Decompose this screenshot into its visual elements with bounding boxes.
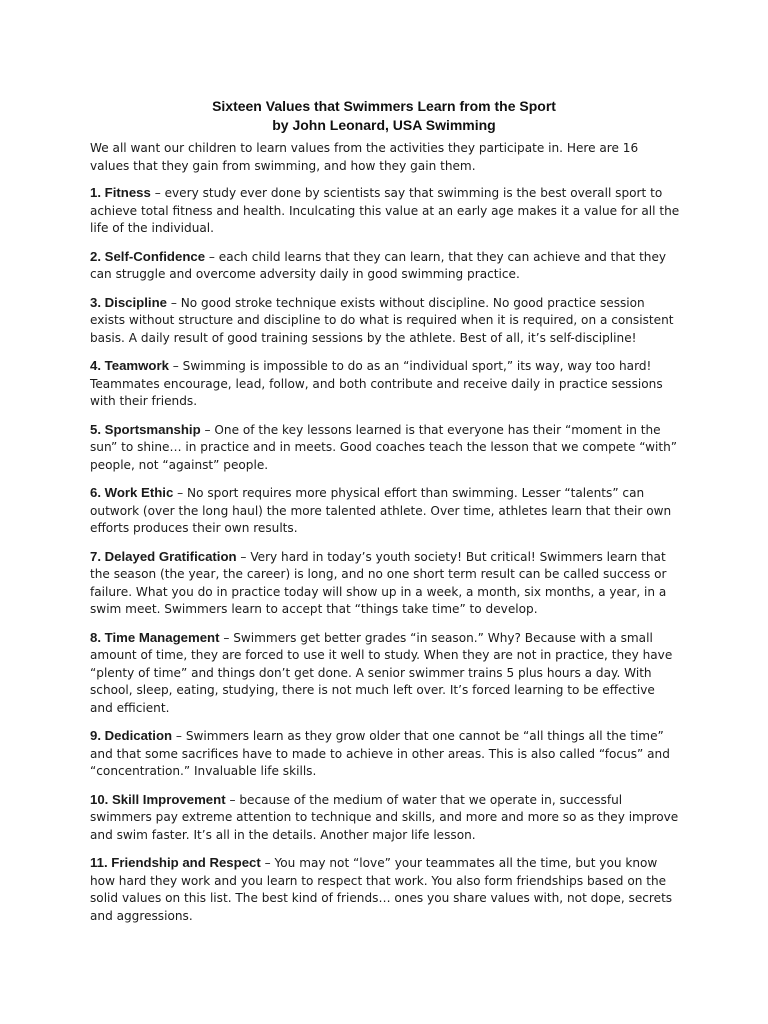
value-heading: 7. Delayed Gratification bbox=[90, 548, 237, 564]
value-heading: 9. Dedication bbox=[90, 728, 173, 743]
value-text: – each child learns that they can learn, that they can achieve and that they can struggle and overcome adversity daily in good swimming practice. bbox=[90, 249, 667, 281]
value-text: – No good stroke technique exists without discipline. No good practice session exists without structure and discipline to do what is required when it is required, on a consistent basis. A daily result of good training sessions by the athlete. Best of all, it’s self-discipline! bbox=[90, 295, 674, 345]
value-text: – Swimmers get better grades “in season.” Why? Because with a small amount of time, they are forced to use it well to study. When they are not in practice, they have “plenty of time” and things don’t get done. A senior swimmer trains 5 plus hours a day. With school, sleep, eating, studying, there is not much left over. It’s forced learning to be effective and efficient. bbox=[90, 630, 673, 715]
value-text: – Swimming is impossible to do as an “individual sport,” its way, way too hard! Teammates encourage, lead, follow, and both contribute and receive daily in practice sessions with their friends. bbox=[90, 359, 663, 408]
document-header bbox=[0, 97, 768, 135]
value-item bbox=[90, 421, 680, 475]
value-heading: 8. Time Management bbox=[90, 629, 220, 645]
value-text: – No sport requires more physical effort than swimming. Lesser “talents” can outwork (over the long haul) the more talented athlete. Over time, athletes learn that their own efforts produces their own results. bbox=[90, 486, 672, 535]
value-text: – every study ever done by scientists say that swimming is the best overall sport to achieve total fitness and health. Inculcating this value at an early age makes it a value for all the life of the individual. bbox=[90, 186, 680, 235]
value-item bbox=[90, 727, 680, 781]
value-item bbox=[90, 548, 680, 619]
value-heading: 5. Sportsmanship bbox=[90, 421, 201, 437]
value-text: – because of the medium of water that we operate in, successful swimmers pay extreme attention to technique and skills, and more and more so as they improve and swim faster. It’s all in the details. Another major life lesson. bbox=[90, 792, 679, 842]
value-heading: 3. Discipline bbox=[90, 294, 167, 310]
value-heading: 6. Work Ethic bbox=[90, 485, 174, 500]
document-title: Sixteen Values that Swimmers Learn from the Sport bbox=[212, 98, 556, 114]
value-item bbox=[90, 629, 680, 718]
value-item bbox=[90, 184, 680, 238]
value-item bbox=[90, 791, 680, 845]
value-text: – One of the key lessons learned is that everyone has their “moment in the sun” to shine… in practice and in meets. Good coaches teach the lesson that we compete “with” people, not “against” people. bbox=[90, 422, 678, 472]
author-line: by John Leonard, USA Swimming bbox=[272, 117, 496, 133]
value-heading: 2. Self-Confidence bbox=[90, 248, 206, 264]
value-item bbox=[90, 854, 680, 925]
value-heading: 11. Friendship and Respect bbox=[90, 855, 261, 870]
value-text: – You may not “love” your teammates all the time, but you know how hard they work and you learn to respect that work. You also form friendships based on the solid values on this list. The best kind of friends… ones you share values with, not dope, secrets and aggressions. bbox=[90, 856, 673, 923]
intro-paragraph: We all want our children to learn values from the activities they participate in. Here are 16 values that they gain from swimming, and how they gain them. bbox=[90, 141, 639, 173]
document-body bbox=[90, 140, 680, 935]
value-item bbox=[90, 484, 680, 538]
value-item bbox=[90, 294, 680, 348]
value-item bbox=[90, 248, 680, 284]
value-item bbox=[90, 357, 680, 411]
value-heading: 4. Teamwork bbox=[90, 358, 169, 373]
value-text: – Very hard in today’s youth society! But critical! Swimmers learn that the season (the year, the career) is long, and no one short term result can be called success or failure. What you do in practice today will show up in a week, a month, six months, a year, in a swim meet. Swimmers learn to accept that “things take time” to develop. bbox=[90, 549, 667, 616]
value-heading: 1. Fitness bbox=[90, 185, 151, 200]
value-text: – Swimmers learn as they grow older that one cannot be “all things all the time” and that some sacrifices have to made to achieve in other areas. This is also called “focus” and “concentration.” Invaluable life skills. bbox=[90, 729, 670, 778]
value-heading: 10. Skill Improvement bbox=[90, 791, 226, 807]
